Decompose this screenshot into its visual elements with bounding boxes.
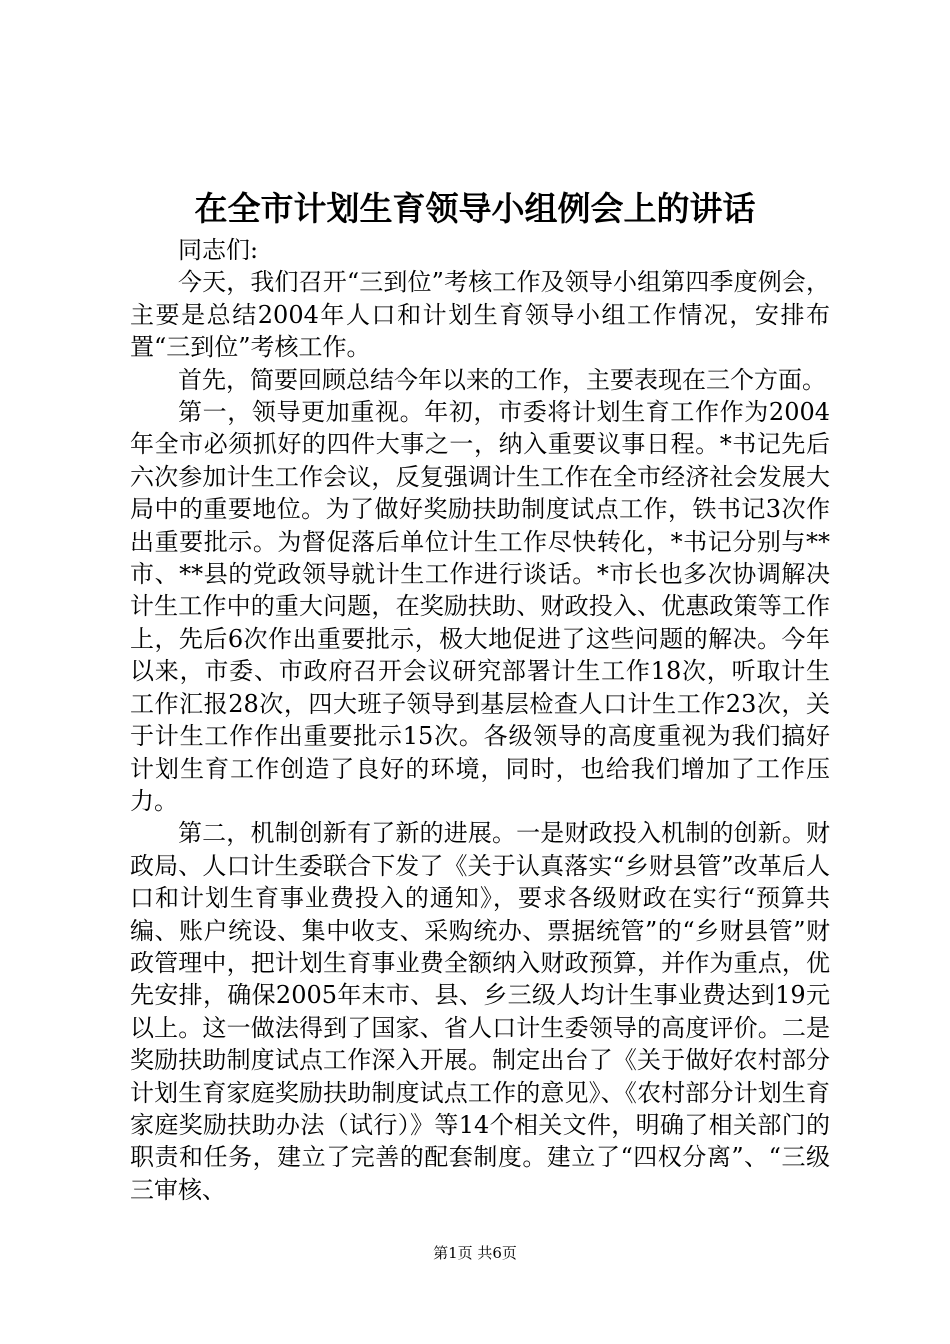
page-number-footer: 第1页 共6页: [433, 1244, 517, 1262]
document-body: [130, 234, 830, 1206]
paragraph-overview: 首先，简要回顾总结今年以来的工作，主要表现在三个方面。: [178, 365, 826, 394]
paragraph-point-two: 第二，机制创新有了新的进展。一是财政投入机制的创新。财政局、人口计生委联合下发了《关于认真落实“乡财县管”改革后人口和计划生育事业费投入的通知》，要求各级财政在实行“预算共编、账户统设、集中收支、采购统办、票据统管”的“乡财县管”财政管理中，把计划生育事业费全额纳入财政预算，并作为重点，优先安排，确保2005年末市、县、乡三级人均计生事业费达到19元以上。这一做法得到了国家、省人口计生委领导的高度评价。二是奖励扶助制度试点工作深入开展。制定出台了《关于做好农村部分计划生育家庭奖励扶助制度试点工作的意见》、《农村部分计划生育家庭奖励扶助办法（试行）》等14个相关文件，明确了相关部门的职责和任务，建立了完善的配套制度。建立了“四权分离”、“三级三审核、: [130, 819, 830, 1204]
paragraph-point-one: 第一，领导更加重视。年初，市委将计划生育工作作为2004年全市必须抓好的四件大事之一，纳入重要议事日程。*书记先后六次参加计生工作会议，反复强调计生工作在全市经济社会发展大局中的重要地位。为了做好奖励扶助制度试点工作，铁书记3次作出重要批示。为督促落后单位计生工作尽快转化，*书记分别与**市、**县的党政领导就计生工作进行谈话。*市长也多次协调解决计生工作中的重大问题，在奖励扶助、财政投入、优惠政策等工作上，先后6次作出重要批示，极大地促进了这些问题的解决。今年以来，市委、市政府召开会议研究部署计生工作18次，听取计生工作汇报28次，四大班子领导到基层检查人口计生工作23次，关于计生工作作出重要批示15次。各级领导的高度重视为我们搞好计划生育工作创造了良好的环境，同时，也给我们增加了工作压力。: [130, 398, 830, 815]
paragraph-salutation: 同志们:: [178, 236, 259, 264]
document-title: 在全市计划生育领导小组例会上的讲话: [194, 189, 756, 228]
paragraph-intro: 今天，我们召开“三到位”考核工作及领导小组第四季度例会，主要是总结2004年人口和计划生育领导小组工作情况，安排布置“三到位”考核工作。: [130, 268, 830, 362]
